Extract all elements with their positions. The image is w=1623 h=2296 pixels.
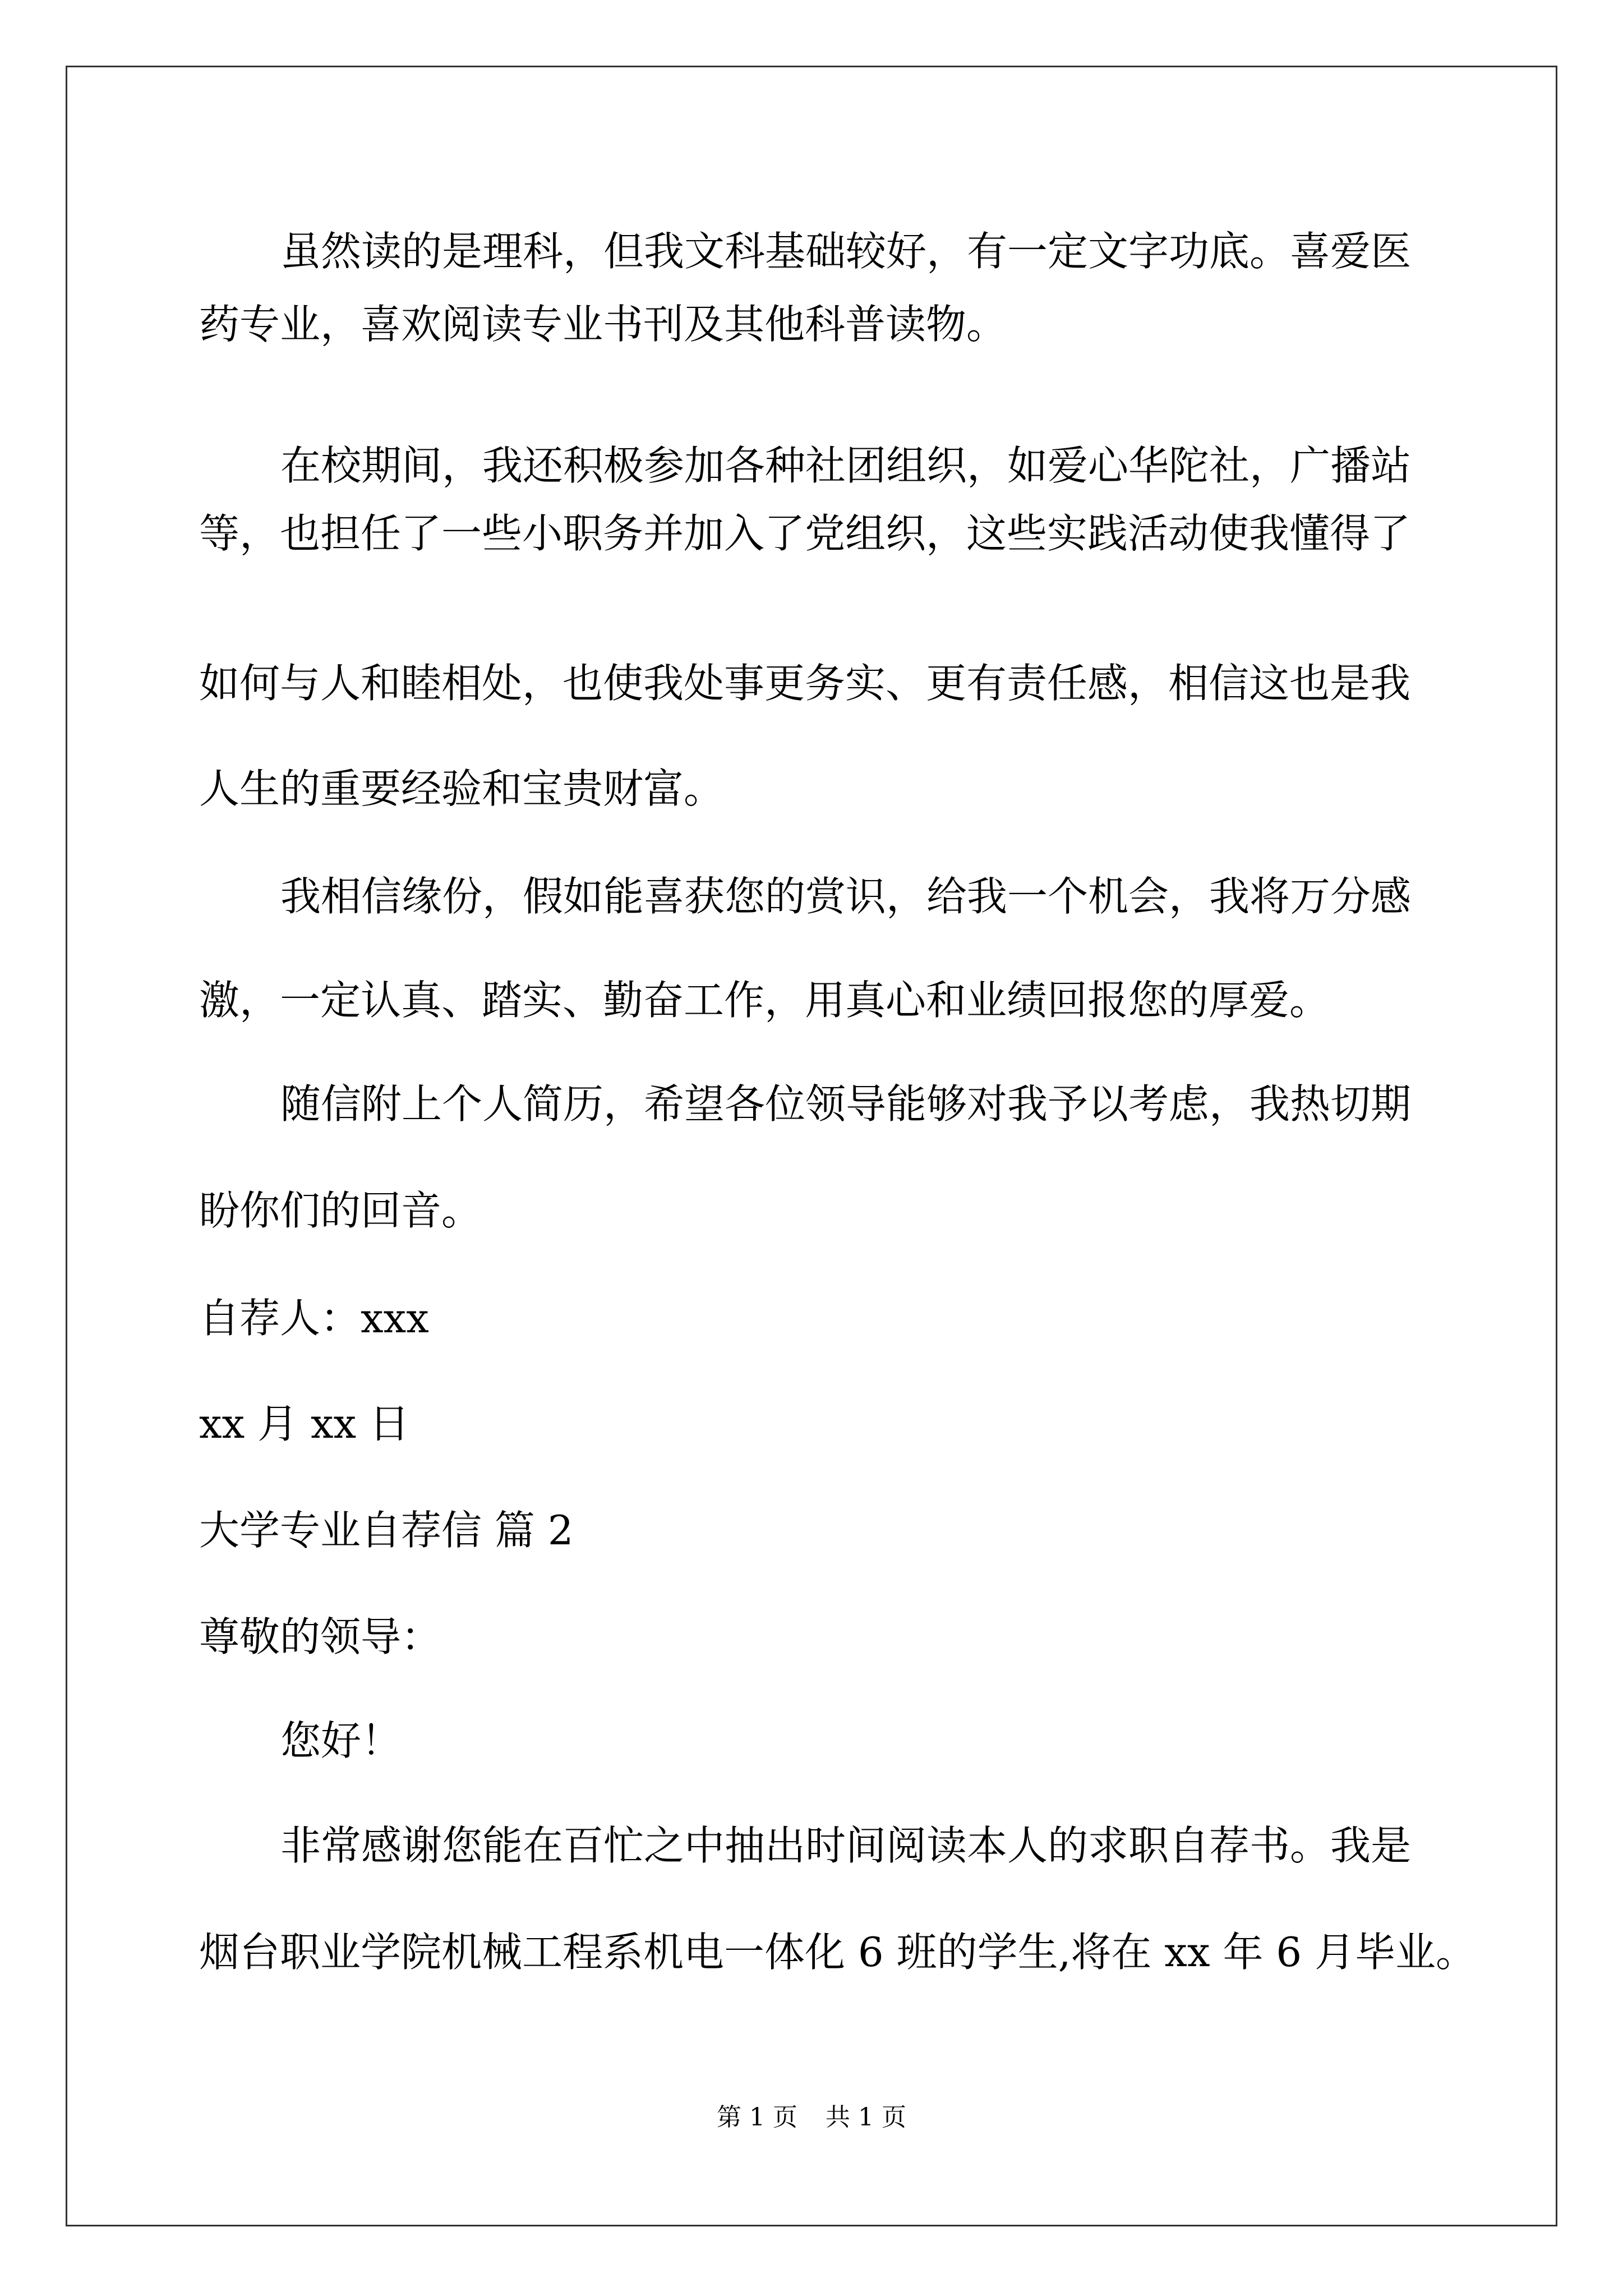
signature-line: 自荐人：xxx — [199, 1295, 429, 1342]
paragraph-line: 随信附上个人简历，希望各位领导能够对我予以考虑，我热切期 — [280, 1080, 1412, 1128]
paragraph-line: 虽然读的是理科，但我文科基础较好，有一定文字功底。喜爱医 — [280, 228, 1412, 275]
paragraph-line: 如何与人和睦相处，也使我处事更务实、更有责任感，相信这也是我 — [199, 660, 1411, 707]
paragraph-line: 在校期间，我还积极参加各种社团组织，如爱心华陀社，广播站 — [280, 442, 1412, 489]
section-heading: 大学专业自荐信 篇 2 — [199, 1507, 574, 1554]
paragraph-line: 盼你们的回音。 — [199, 1187, 482, 1234]
paragraph-line: 等，也担任了一些小职务并加入了党组织，这些实践活动使我懂得了 — [199, 510, 1411, 557]
paragraph-line: 非常感谢您能在百忙之中抽出时间阅读本人的求职自荐书。我是 — [280, 1822, 1412, 1869]
paragraph-line: 药专业，喜欢阅读专业书刊及其他科普读物。 — [199, 301, 1007, 348]
paragraph-line: 我相信缘份，假如能喜获您的赏识，给我一个机会，我将万分感 — [280, 873, 1412, 920]
page-border — [66, 66, 1557, 2226]
date-line: xx 月 xx 日 — [199, 1400, 410, 1447]
greeting: 您好！ — [280, 1717, 402, 1764]
page-number-current: 第 1 页 — [717, 2103, 797, 2132]
paragraph-line: 激，一定认真、踏实、勤奋工作，用真心和业绩回报您的厚爱。 — [199, 977, 1330, 1024]
paragraph-line: 烟台职业学院机械工程系机电一体化 6 班的学生,将在 xx 年 6 月毕业。 — [199, 1929, 1477, 1976]
page-footer — [0, 2101, 1623, 2134]
salutation: 尊敬的领导： — [199, 1613, 442, 1660]
page-number-total: 共 1 页 — [826, 2103, 906, 2132]
paragraph-line: 人生的重要经验和宝贵财富。 — [199, 765, 725, 812]
